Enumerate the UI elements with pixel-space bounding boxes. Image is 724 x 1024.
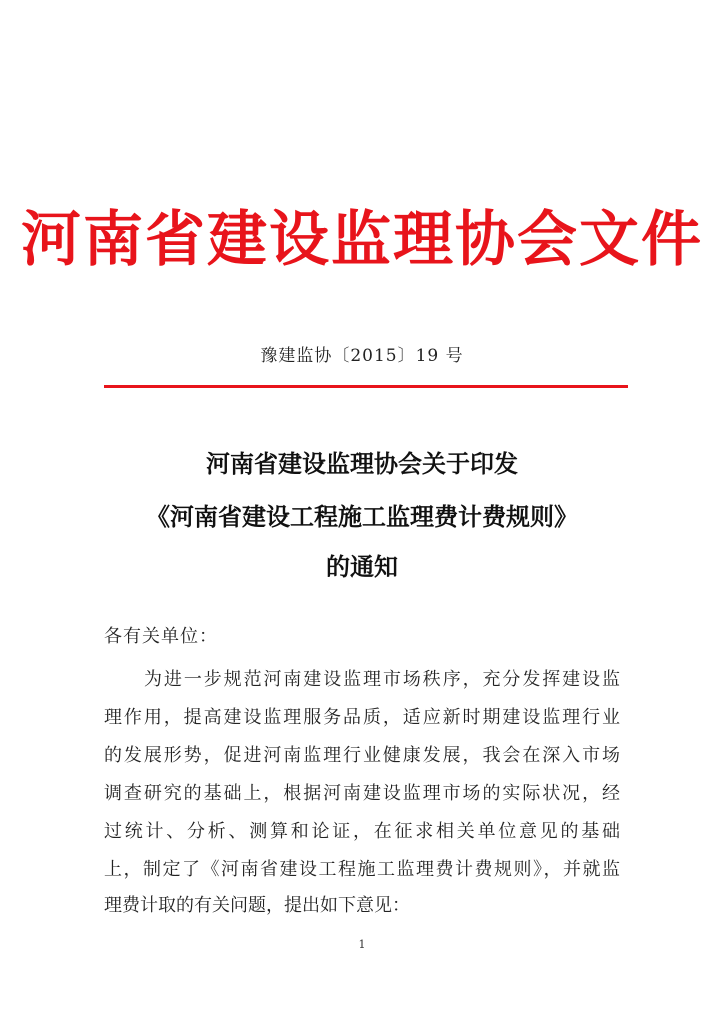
document-number: 豫建监协〔2015〕19 号 [260, 346, 464, 366]
paragraph-line: 为进一步规范河南建设监理市场秩序，充分发挥建设监 [144, 669, 620, 690]
paragraph-line: 理费计取的有关问题，提出如下意见： [104, 895, 410, 916]
paragraph-line: 调查研究的基础上，根据河南建设监理市场的实际状况，经 [104, 783, 620, 804]
paragraph-line: 的发展形势，促进河南监理行业健康发展，我会在深入市场 [104, 745, 620, 766]
page-number: 1 [358, 938, 366, 951]
notice-title-line-1: 河南省建设监理协会关于印发 [206, 449, 518, 478]
salutation: 各有关单位： [104, 626, 218, 647]
notice-title-line-3: 的通知 [326, 552, 398, 581]
paragraph-line: 理作用，提高建设监理服务品质，适应新时期建设监理行业 [104, 707, 620, 728]
paragraph-line: 上，制定了《河南省建设工程施工监理费计费规则》，并就监 [104, 859, 620, 880]
notice-title-line-2: 《河南省建设工程施工监理费计费规则》 [146, 502, 578, 531]
document-header-title: 河南省建设监理协会文件 [21, 205, 703, 275]
header-red-rule [104, 385, 628, 388]
paragraph-line: 过统计、分析、测算和论证，在征求相关单位意见的基础 [104, 821, 620, 842]
